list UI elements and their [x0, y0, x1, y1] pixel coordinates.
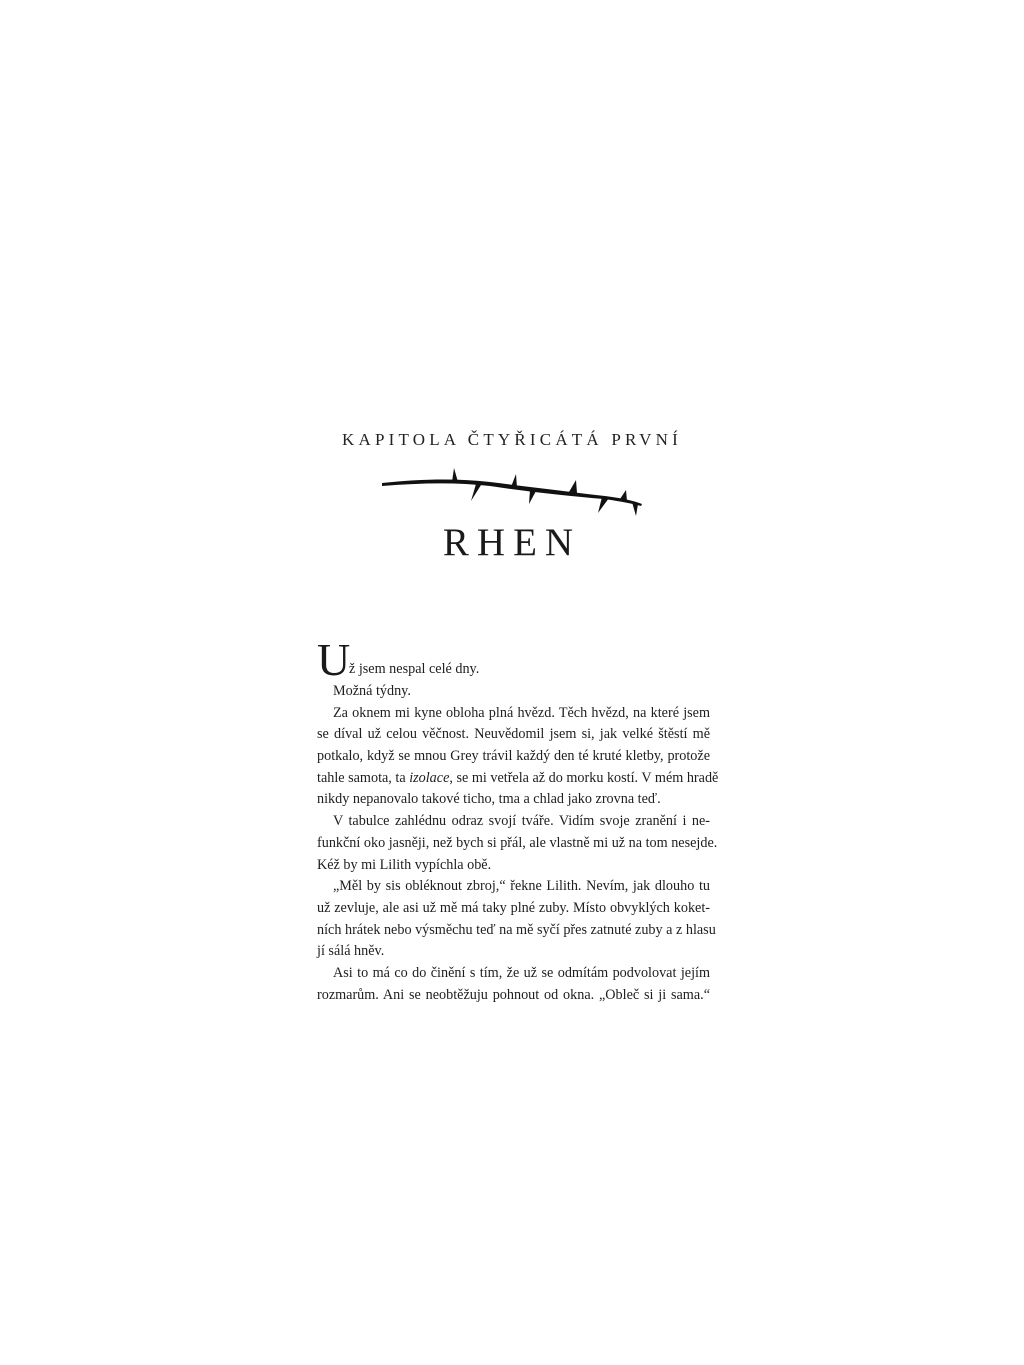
text-fragment: , se mi vetřela až do morku kostí. V mém hradě: [449, 769, 719, 786]
text-fragment: tahle samota, ta: [317, 769, 410, 786]
thorny-branch-icon: [380, 466, 646, 518]
text-line: Za oknem mi kyne obloha plná hvězd. Těch hvězd, na které jsem: [333, 704, 710, 721]
text-line: Asi to má co do činění s tím, že už se odmítám podvolovat jejím: [333, 964, 710, 981]
emphasis: izolace: [409, 769, 450, 786]
chapter-title: RHEN: [442, 521, 582, 564]
first-line: [317, 634, 710, 685]
text-line: jí sálá hněv.: [317, 943, 385, 960]
chapter-body: [317, 634, 719, 1006]
chapter-label: KAPITOLA ČTYŘICÁTÁ PRVNÍ: [342, 430, 682, 449]
text-line: Možná týdny.: [333, 683, 411, 699]
text-line: potkalo, když se mnou Grey trávil každý den té kruté kletby, protože: [317, 748, 710, 765]
text-line: funkční oko jasněji, než bych si přál, ale vlastně mi už na tom nesejde.: [317, 834, 718, 851]
drop-cap: U: [317, 634, 351, 685]
text-line: „Měl by sis obléknout zbroj,“ řekne Lilith. Nevím, jak dlouho tu: [333, 878, 710, 895]
text-line: se díval už celou věčnost. Neuvědomil jsem si, jak velké štěstí mě: [317, 726, 710, 743]
text-line: Kéž by mi Lilith vypíchla obě.: [317, 856, 492, 873]
text-line: nikdy nepanovalo takové ticho, tma a chlad jako zrovna teď.: [317, 791, 661, 808]
text-line: ž jsem nespal celé dny.: [349, 661, 480, 677]
text-line: ních hrátek nebo výsměchu teď na mě syčí přes zatnuté zuby a z hlasu: [317, 921, 716, 938]
text-line: V tabulce zahlédnu odraz svojí tváře. Vidím svoje zranění i ne-: [333, 813, 710, 830]
text-line: rozmarům. Ani se neobtěžuju pohnout od okna. „Obleč si ji sama.“: [317, 986, 710, 1003]
text-line: už zevluje, ale asi už mě má taky plné zuby. Místo obvyklých koket-: [317, 899, 710, 916]
text-line: [317, 768, 719, 790]
